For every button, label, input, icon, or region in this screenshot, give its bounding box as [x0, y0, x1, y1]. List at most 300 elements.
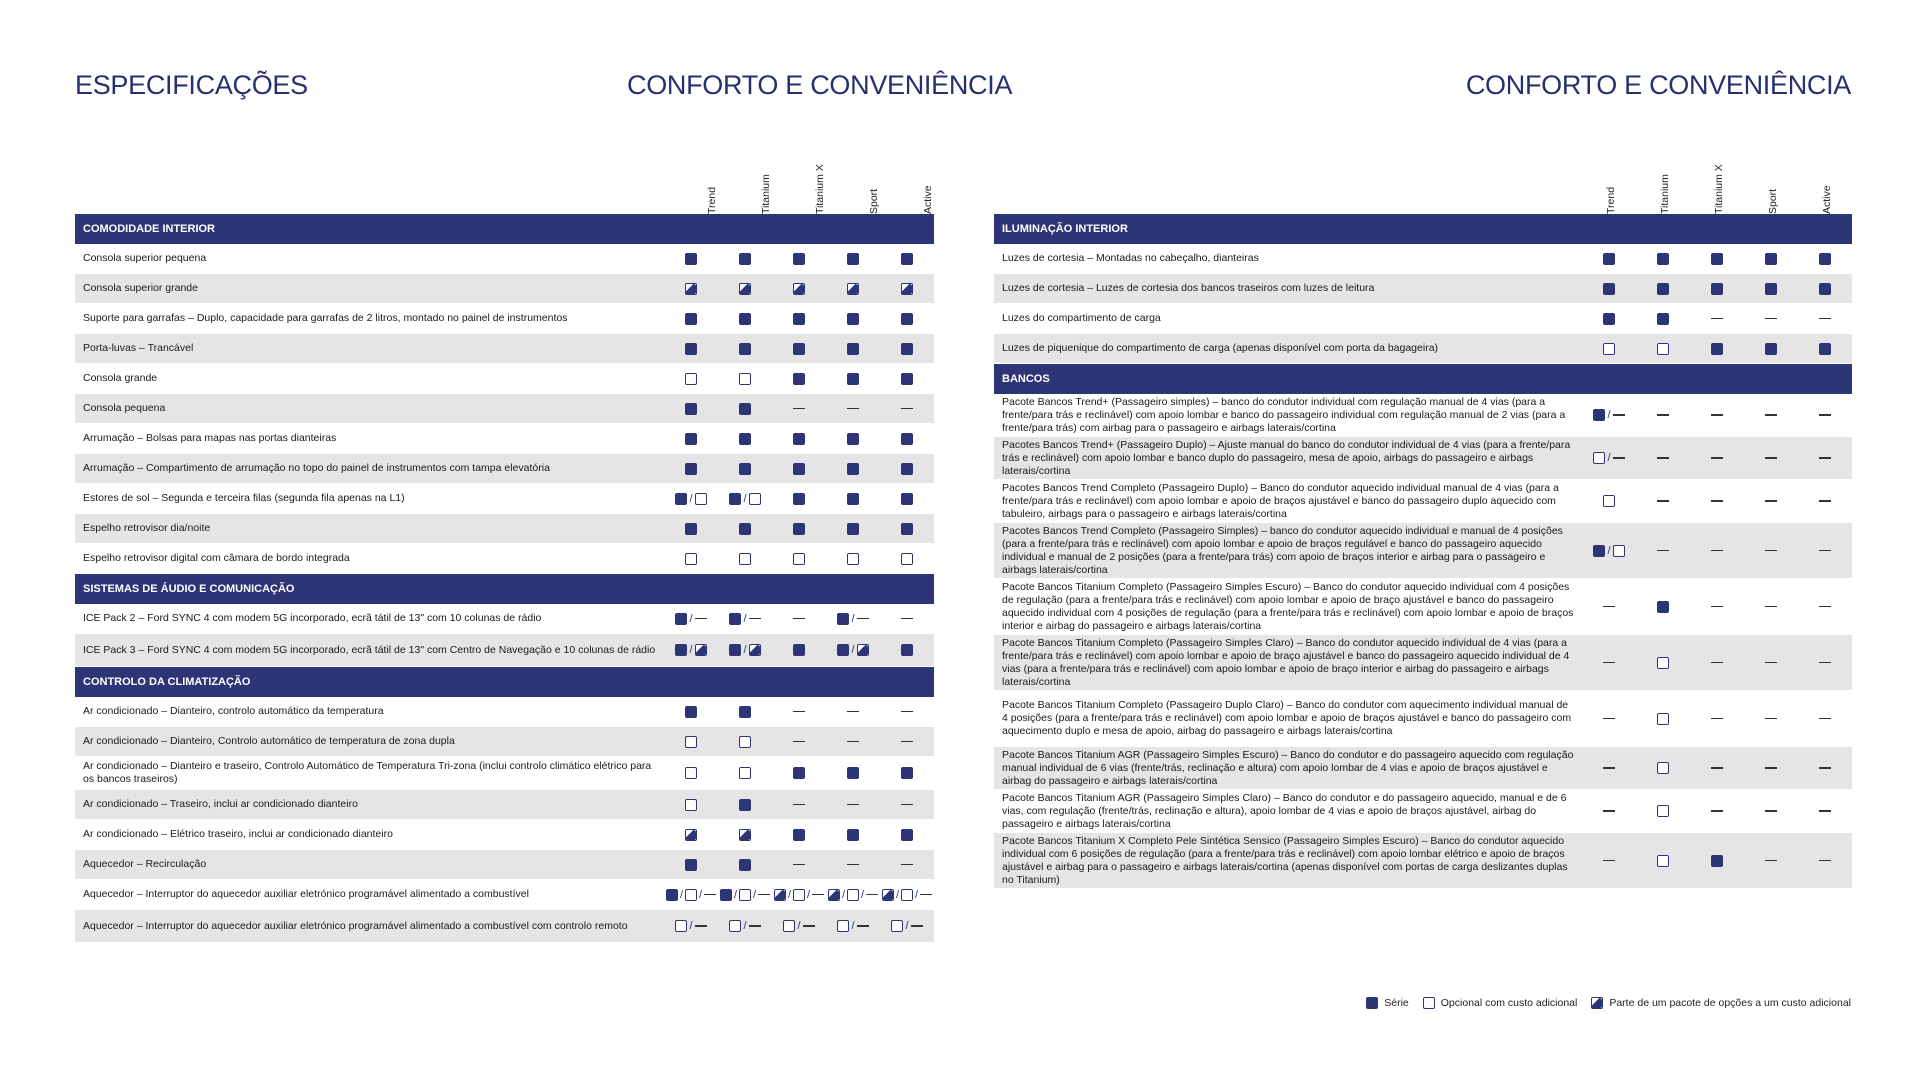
value-cell — [826, 799, 880, 811]
row-label: Espelho retrovisor dia/noite — [83, 522, 211, 534]
value-cell — [664, 644, 718, 656]
dash-icon — [793, 864, 805, 866]
row-values — [664, 799, 934, 811]
table-row — [75, 244, 934, 274]
standard-square-icon — [1711, 343, 1723, 355]
value-cell — [664, 433, 718, 445]
row-label: Aquecedor – Recirculação — [83, 858, 207, 870]
value-cell — [1582, 805, 1636, 817]
value-cell — [826, 343, 880, 355]
dash-icon — [793, 408, 805, 410]
value-cell — [1744, 253, 1798, 265]
row-values — [1582, 855, 1852, 867]
value-cell — [880, 920, 934, 932]
table-row — [75, 820, 934, 850]
optional-square-icon — [739, 889, 751, 901]
standard-square-icon — [847, 463, 859, 475]
package-square-icon — [1591, 997, 1603, 1009]
table-row — [75, 634, 934, 667]
dash-icon — [1819, 662, 1831, 664]
package-square-icon — [847, 283, 859, 295]
dash-icon — [1603, 606, 1615, 608]
row-values — [1582, 313, 1852, 325]
separator: / — [743, 612, 747, 625]
standard-square-icon — [685, 433, 697, 445]
standard-square-icon — [739, 313, 751, 325]
page-title-left: ESPECIFICAÇÕES — [75, 70, 308, 100]
standard-square-icon — [1711, 855, 1723, 867]
dash-icon — [1765, 500, 1777, 502]
value-cell — [880, 613, 934, 625]
dash-icon — [1819, 718, 1831, 720]
dash-icon — [1657, 550, 1669, 552]
value-cell — [826, 283, 880, 295]
value-cell — [1798, 495, 1852, 507]
standard-square-icon — [739, 403, 751, 415]
row-label: Pacotes Bancos Trend Completo (Passageiro Simples) – banco do condutor aquecido individual e manual de 4 posições (para a frente/para trás e reclinável) com apoio lombar e apoio de braços regulável e banco do passageiro aquecido individual e manual de 2 posições (para a frente/para trás) com apoio de braços interior e airbag para o passageiro e airbags laterais/cortina — [1002, 524, 1563, 576]
value-cell — [718, 553, 772, 565]
column-header — [1692, 152, 1746, 214]
value-cell — [664, 829, 718, 841]
value-cell — [664, 859, 718, 871]
section-header: ILUMINAÇÃO INTERIOR — [994, 214, 1852, 244]
dash-icon — [1711, 550, 1723, 552]
standard-square-icon — [739, 523, 751, 535]
row-label: Arrumação – Bolsas para mapas nas portas dianteiras — [83, 432, 337, 444]
package-square-icon — [685, 283, 697, 295]
dash-icon — [1765, 718, 1777, 720]
standard-square-icon — [847, 829, 859, 841]
optional-square-icon — [685, 767, 697, 779]
table-row — [75, 514, 934, 544]
table-row — [75, 454, 934, 484]
row-label: Luzes de piquenique do compartimento de carga (apenas disponível com porta da bagageira) — [1002, 342, 1439, 354]
legend-package — [1591, 997, 1851, 1009]
dash-icon — [1603, 810, 1615, 812]
value-cell — [880, 889, 934, 901]
value-cell — [826, 493, 880, 505]
value-cell — [718, 313, 772, 325]
value-cell — [664, 313, 718, 325]
row-values — [1582, 713, 1852, 725]
row-values — [664, 706, 934, 718]
value-cell — [826, 706, 880, 718]
dash-icon — [704, 894, 716, 896]
column-header — [1800, 152, 1854, 214]
value-cell — [664, 706, 718, 718]
package-square-icon — [828, 889, 840, 901]
value-cell — [772, 799, 826, 811]
row-values — [664, 613, 934, 625]
value-cell — [1582, 409, 1636, 421]
standard-square-icon — [739, 859, 751, 871]
table-row — [75, 424, 934, 454]
column-header — [1746, 152, 1800, 214]
table-row — [994, 635, 1852, 691]
row-label: Aquecedor – Interruptor do aquecedor auxiliar eletrónico programável alimentado a combustível — [83, 888, 529, 900]
value-cell — [880, 644, 934, 656]
table-row — [994, 790, 1852, 833]
dash-icon — [847, 711, 859, 713]
dash-icon — [695, 925, 707, 927]
table-row — [75, 790, 934, 820]
optional-square-icon — [685, 799, 697, 811]
dash-icon — [857, 925, 869, 927]
dash-icon — [847, 408, 859, 410]
value-cell — [1690, 343, 1744, 355]
standard-square-icon — [685, 463, 697, 475]
dash-icon — [793, 711, 805, 713]
value-cell — [772, 644, 826, 656]
value-cell — [718, 644, 772, 656]
value-cell — [826, 463, 880, 475]
legend-optional — [1423, 997, 1578, 1009]
standard-square-icon — [901, 433, 913, 445]
standard-square-icon — [1711, 253, 1723, 265]
row-values — [664, 313, 934, 325]
row-values — [664, 920, 934, 932]
dash-icon — [803, 925, 815, 927]
value-cell — [1636, 601, 1690, 613]
value-cell — [1744, 713, 1798, 725]
value-cell — [880, 706, 934, 718]
value-cell — [772, 313, 826, 325]
value-cell — [1582, 283, 1636, 295]
dash-icon — [758, 894, 770, 896]
standard-square-icon — [1819, 283, 1831, 295]
section-header: CONTROLO DA CLIMATIZAÇÃO — [75, 667, 934, 697]
dash-icon — [1711, 318, 1723, 320]
optional-square-icon — [1657, 713, 1669, 725]
value-cell — [664, 373, 718, 385]
value-cell — [772, 463, 826, 475]
dash-icon — [847, 804, 859, 806]
value-cell — [1690, 805, 1744, 817]
value-cell — [1690, 409, 1744, 421]
row-label: Pacote Bancos Titanium X Completo Pele Sintética Sensico (Passageiro Simples Escuro) – Banco do condutor aquecido individual com 6 posições de regulação (para a frente/para trás e reclinável) com apoio lombar elétrico e apoio de braços ajustável e airbag para o passageiro e airbags laterais/cortina (apenas disponível com portas de carga deslizantes duplas no Titanium) — [1002, 834, 1568, 886]
value-cell — [664, 463, 718, 475]
optional-square-icon — [1657, 762, 1669, 774]
separator: / — [851, 920, 855, 932]
optional-square-icon — [1657, 855, 1669, 867]
separator: / — [807, 888, 811, 901]
standard-square-icon — [1765, 283, 1777, 295]
optional-square-icon — [1657, 805, 1669, 817]
dash-icon — [1711, 767, 1723, 769]
separator: / — [915, 888, 919, 901]
table-row — [75, 880, 934, 910]
value-cell — [718, 463, 772, 475]
value-cell — [664, 493, 718, 505]
separator: / — [743, 644, 747, 656]
dash-icon — [749, 925, 761, 927]
value-cell — [826, 613, 880, 625]
dash-icon — [1819, 500, 1831, 502]
optional-square-icon — [739, 553, 751, 565]
row-label: Pacote Bancos Trend+ (Passageiro simples) – banco do condutor individual com regulação manual de 4 vias (para a frente/para trás e reclinável) com apoio lombar e banco do passageiro individual com regulação manual de 2 vias (para a frente/para trás) com airbag para o passageiro e airbags laterais/cortina — [1002, 395, 1566, 434]
row-label: Pacote Bancos Titanium Completo (Passageiro Simples Escuro) – Banco do condutor aquecido individual com 4 posições de regulação (para a frente/para trás e reclinável) com apoio lombar e apoio de braço ajustável e banco do passageiro aquecido individual com 4 posições de regulação (para a frente/para trás e reclinável) com apoio lombar e apoio de braços interior e airbag do passageiro e airbags laterais/cortina — [1002, 580, 1574, 632]
table-row — [75, 604, 934, 634]
standard-square-icon — [793, 644, 805, 656]
table-row — [75, 304, 934, 334]
standard-square-icon — [901, 829, 913, 841]
row-label: Luzes de cortesia – Montadas no cabeçalho, dianteiras — [1002, 252, 1259, 264]
package-square-icon — [749, 644, 761, 656]
column-header — [1638, 152, 1692, 214]
value-cell — [664, 403, 718, 415]
value-cell — [880, 736, 934, 748]
dash-icon — [1819, 414, 1831, 416]
standard-square-icon — [1657, 601, 1669, 613]
standard-square-icon — [901, 644, 913, 656]
optional-square-icon — [685, 553, 697, 565]
value-cell — [826, 736, 880, 748]
value-cell — [1582, 343, 1636, 355]
table-row — [75, 334, 934, 364]
value-cell — [718, 523, 772, 535]
dash-icon — [1819, 810, 1831, 812]
dash-icon — [1765, 318, 1777, 320]
optional-square-icon — [739, 373, 751, 385]
row-label: Arrumação – Compartimento de arrumação no topo do painel de instrumentos com tampa elevatória — [83, 462, 550, 474]
standard-square-icon — [793, 343, 805, 355]
column-header-label: Sport — [868, 188, 880, 214]
row-values — [1582, 253, 1852, 265]
separator: / — [733, 888, 737, 901]
value-cell — [1636, 545, 1690, 557]
table-row — [75, 274, 934, 304]
table-row — [994, 833, 1852, 889]
standard-square-icon — [1657, 313, 1669, 325]
value-cell — [826, 767, 880, 779]
value-cell — [772, 706, 826, 718]
optional-square-icon — [1657, 657, 1669, 669]
row-values — [1582, 409, 1852, 421]
standard-square-icon — [901, 523, 913, 535]
value-cell — [1582, 452, 1636, 464]
value-cell — [1744, 762, 1798, 774]
value-cell — [880, 767, 934, 779]
dash-icon — [793, 741, 805, 743]
column-header — [901, 152, 955, 214]
optional-square-icon — [1613, 545, 1625, 557]
value-cell — [1798, 601, 1852, 613]
standard-square-icon — [1603, 283, 1615, 295]
table-row — [75, 850, 934, 880]
value-cell — [718, 343, 772, 355]
value-cell — [1744, 452, 1798, 464]
dash-icon — [749, 618, 761, 620]
row-values — [664, 493, 934, 505]
row-label: Luzes do compartimento de carga — [1002, 312, 1161, 324]
optional-square-icon — [901, 889, 913, 901]
row-values — [664, 523, 934, 535]
legend-optional-label: Opcional com custo adicional — [1440, 997, 1578, 1009]
standard-square-icon — [685, 253, 697, 265]
row-values — [664, 463, 934, 475]
row-values — [1582, 452, 1852, 464]
row-values — [664, 343, 934, 355]
separator: / — [689, 644, 693, 656]
value-cell — [718, 373, 772, 385]
section-title-left-page: CONFORTO E CONVENIÊNCIA — [627, 70, 1013, 100]
row-label: Luzes de cortesia – Luzes de cortesia dos bancos traseiros com luzes de leitura — [1002, 282, 1375, 294]
row-label: Consola pequena — [83, 402, 166, 414]
optional-square-icon — [1423, 997, 1435, 1009]
dash-icon — [901, 804, 913, 806]
value-cell — [1582, 545, 1636, 557]
value-cell — [880, 493, 934, 505]
value-cell — [1582, 495, 1636, 507]
standard-square-icon — [901, 343, 913, 355]
separator: / — [689, 920, 693, 932]
value-cell — [826, 433, 880, 445]
value-cell — [718, 253, 772, 265]
dash-icon — [1657, 457, 1669, 459]
value-cell — [718, 829, 772, 841]
separator: / — [1607, 409, 1611, 421]
standard-square-icon — [901, 373, 913, 385]
value-cell — [1744, 545, 1798, 557]
standard-square-icon — [685, 706, 697, 718]
separator: / — [841, 888, 845, 901]
value-cell — [1690, 283, 1744, 295]
row-label: Pacote Bancos Titanium Completo (Passageiro Duplo Claro) – Banco do condutor com aquecimento individual manual de 4 posições (para a frente/para trás e reclinável) com apoio lombar e apoio de braços ajustável e banco do passageiro com aquecimento duplo e mesa de apoio, airbag do passageiro e airbags laterais/cortina — [1002, 699, 1572, 737]
value-cell — [664, 613, 718, 625]
column-header-label: Active — [922, 185, 934, 214]
separator: / — [689, 492, 693, 505]
value-cell — [1582, 253, 1636, 265]
standard-square-icon — [739, 253, 751, 265]
row-label: Ar condicionado – Dianteiro, controlo automático da temperatura — [83, 705, 384, 717]
value-cell — [1744, 343, 1798, 355]
column-header-label: Sport — [1767, 188, 1779, 214]
row-label: Ar condicionado – Elétrico traseiro, inclui ar condicionado dianteiro — [83, 828, 393, 840]
optional-square-icon — [1603, 495, 1615, 507]
value-cell — [1744, 409, 1798, 421]
row-values — [1582, 601, 1852, 613]
legend-standard — [1366, 997, 1409, 1009]
row-label: Pacotes Bancos Trend+ (Passageiro Duplo) – Ajuste manual do banco do condutor individual de 4 vias (para a frente/para trás e reclinável) com apoio lombar e banco duplo do passageiro, mesa de apoio, airbags do passageiro e airbags laterais/cortina — [1002, 438, 1571, 477]
row-label: Espelho retrovisor digital com câmara de bordo integrada — [83, 552, 350, 564]
dash-icon — [1603, 718, 1615, 720]
value-cell — [1690, 253, 1744, 265]
dash-icon — [1711, 414, 1723, 416]
value-cell — [826, 829, 880, 841]
dash-icon — [1819, 606, 1831, 608]
standard-square-icon — [793, 313, 805, 325]
optional-square-icon — [783, 920, 795, 932]
row-values — [664, 373, 934, 385]
table-row — [75, 364, 934, 394]
standard-square-icon — [793, 767, 805, 779]
value-cell — [1744, 495, 1798, 507]
standard-square-icon — [793, 373, 805, 385]
dash-icon — [1765, 457, 1777, 459]
separator: / — [699, 888, 703, 901]
value-cell — [1636, 713, 1690, 725]
value-cell — [1798, 713, 1852, 725]
table-row — [994, 579, 1852, 635]
value-cell — [880, 829, 934, 841]
value-cell — [1690, 855, 1744, 867]
optional-square-icon — [739, 767, 751, 779]
row-values — [664, 433, 934, 445]
value-cell — [664, 920, 718, 932]
table-row — [994, 747, 1852, 790]
value-cell — [826, 920, 880, 932]
value-cell — [880, 799, 934, 811]
table-row — [994, 691, 1852, 747]
value-cell — [1636, 495, 1690, 507]
dash-icon — [1711, 500, 1723, 502]
standard-square-icon — [739, 799, 751, 811]
value-cell — [1690, 495, 1744, 507]
row-values — [664, 403, 934, 415]
standard-square-icon — [1819, 343, 1831, 355]
standard-square-icon — [901, 463, 913, 475]
dash-icon — [866, 894, 878, 896]
row-values — [664, 253, 934, 265]
value-cell — [718, 767, 772, 779]
value-cell — [1798, 657, 1852, 669]
table-row — [75, 544, 934, 574]
value-cell — [1798, 762, 1852, 774]
column-header — [1584, 152, 1638, 214]
value-cell — [1582, 657, 1636, 669]
standard-square-icon — [793, 523, 805, 535]
separator: / — [895, 888, 899, 901]
value-cell — [772, 767, 826, 779]
standard-square-icon — [1657, 253, 1669, 265]
table-row — [994, 304, 1852, 334]
separator: / — [743, 492, 747, 505]
value-cell — [1582, 713, 1636, 725]
value-cell — [880, 313, 934, 325]
standard-square-icon — [847, 523, 859, 535]
value-cell — [1798, 283, 1852, 295]
separator: / — [851, 612, 855, 625]
value-cell — [1582, 601, 1636, 613]
value-cell — [1798, 545, 1852, 557]
standard-square-icon — [1593, 409, 1605, 421]
standard-square-icon — [1765, 253, 1777, 265]
row-values — [664, 829, 934, 841]
row-values — [1582, 762, 1852, 774]
optional-square-icon — [729, 920, 741, 932]
value-cell — [718, 433, 772, 445]
standard-square-icon — [901, 493, 913, 505]
standard-square-icon — [1819, 253, 1831, 265]
standard-square-icon — [837, 613, 849, 625]
row-label: Pacote Bancos Titanium Completo (Passageiro Simples Claro) – Banco do condutor aquecido individual de 4 vias (para a frente/para trás e reclinável) com apoio lombar e apoio de braço ajustável e banco do passageiro aquecido individual de 4 vias (para a frente/para trás e reclinável) com apoio lombar e apoio de braço interior e airbag do passageiro e airbags laterais/cortina — [1002, 636, 1570, 688]
separator: / — [797, 920, 801, 932]
row-label: Ar condicionado – Dianteiro, Controlo automático de temperatura de zona dupla — [83, 735, 455, 747]
table-row — [994, 274, 1852, 304]
standard-square-icon — [847, 253, 859, 265]
dash-icon — [1711, 810, 1723, 812]
row-label: Pacote Bancos Titanium AGR (Passageiro Simples Claro) – Banco do condutor e do passageiro aquecido, manual e de 6 vias, com regulação (frente/trás, reclinação e altura), apoio lombar de 4 vias e apoio de braços ajustável, airbag do passageiro e airbags laterais/cortina — [1002, 791, 1567, 830]
value-cell — [826, 523, 880, 535]
dash-icon — [812, 894, 824, 896]
standard-square-icon — [1603, 313, 1615, 325]
value-cell — [772, 553, 826, 565]
value-cell — [880, 283, 934, 295]
value-cell — [664, 253, 718, 265]
value-cell — [718, 283, 772, 295]
value-cell — [718, 613, 772, 625]
value-cell — [718, 799, 772, 811]
